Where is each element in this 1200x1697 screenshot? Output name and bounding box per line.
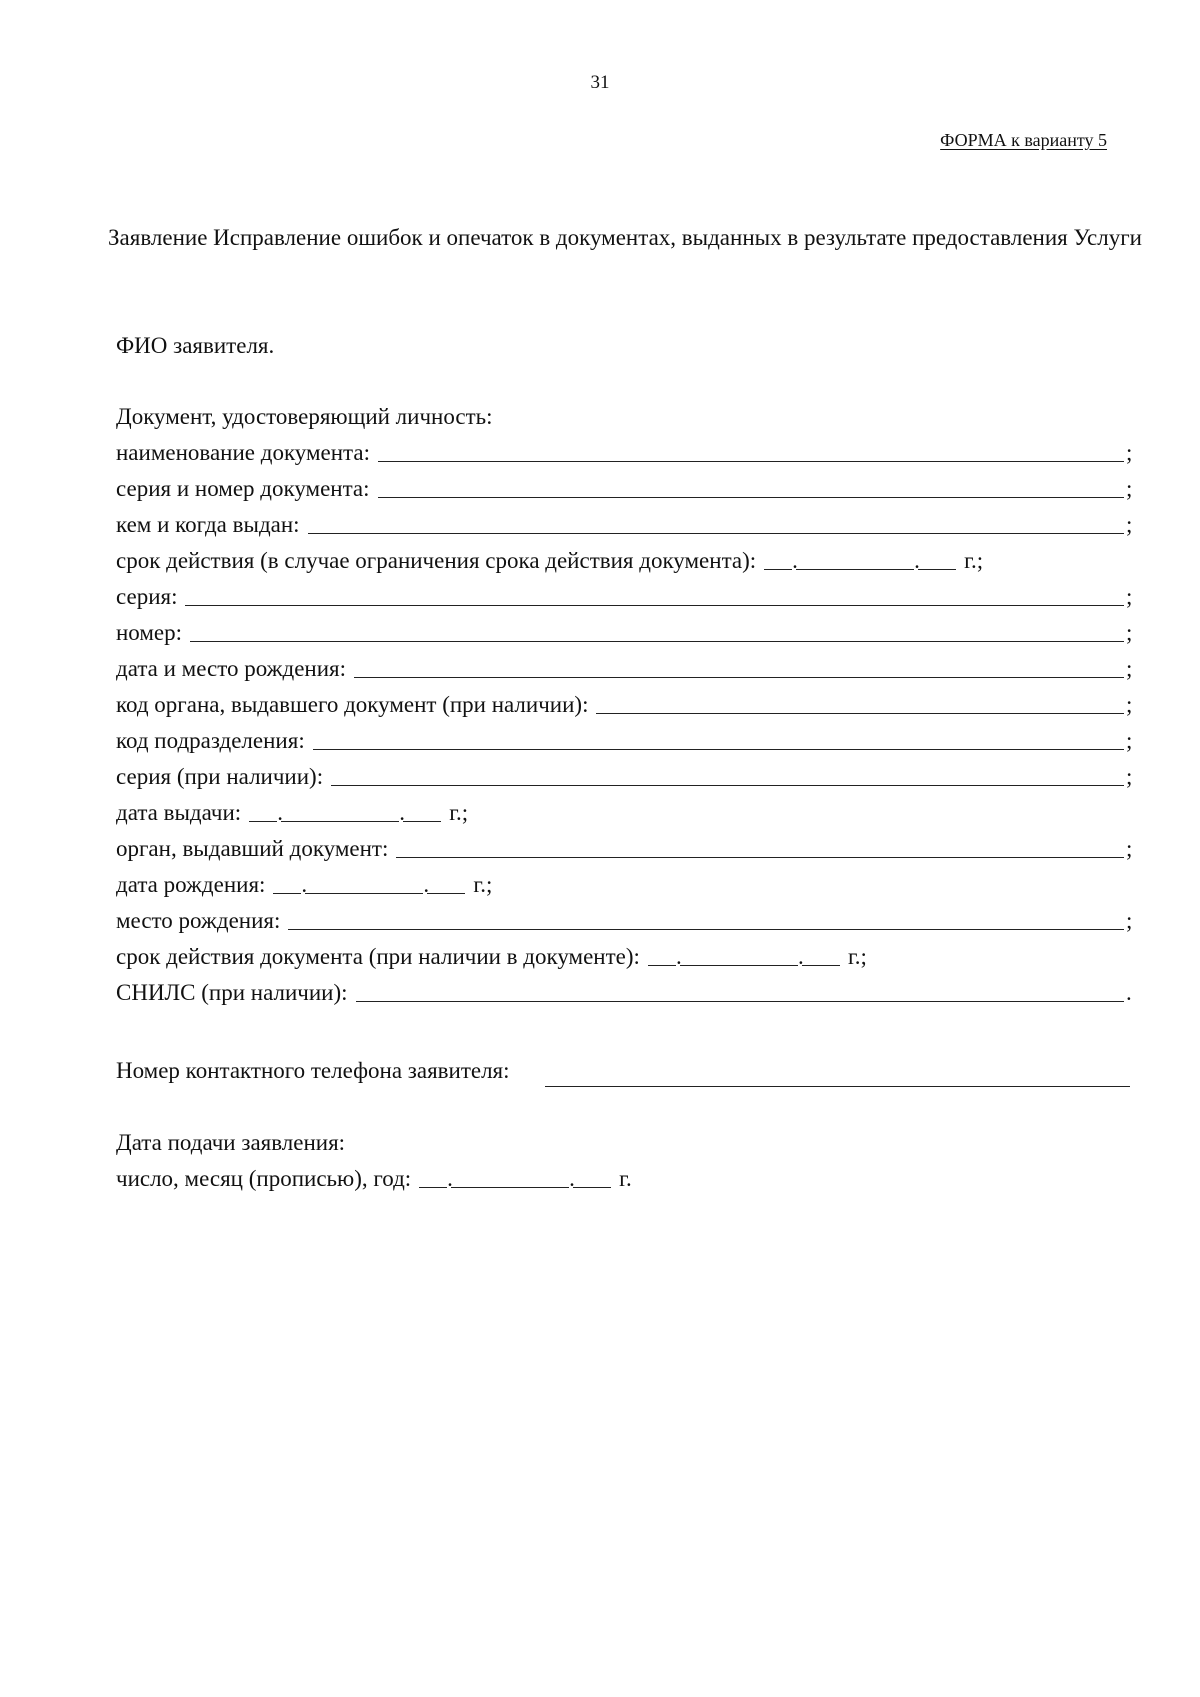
year-suffix: г.; [964, 548, 984, 573]
number-field[interactable] [190, 619, 1124, 642]
issued-by-when-row [116, 510, 1136, 540]
series-optional-row [116, 762, 1136, 792]
doc-name-field[interactable] [378, 439, 1124, 462]
series-row [116, 582, 1136, 612]
doc-name-row [116, 438, 1136, 468]
validity-period-date-field[interactable]: . . г.; [764, 546, 983, 576]
line-end: ; [1126, 764, 1133, 789]
series-optional-label: серия (при наличии): [116, 764, 324, 789]
issuing-authority-row [116, 834, 1136, 864]
line-end: ; [1126, 836, 1133, 861]
birth-place-row [116, 906, 1136, 936]
issued-by-when-label: кем и когда выдан: [116, 512, 300, 537]
validity-period-label: срок действия (в случае ограничения срока действия документа): [116, 548, 757, 573]
doc-series-number-field[interactable] [378, 475, 1124, 498]
line-end: ; [1126, 476, 1133, 501]
line-end: ; [1126, 692, 1133, 717]
year-suffix: г.; [449, 800, 469, 825]
submission-date-label: число, месяц (прописью), год: [116, 1166, 412, 1191]
issue-date-label: дата выдачи: [116, 800, 242, 825]
birth-date-row [116, 870, 1136, 900]
line-end: ; [1126, 908, 1133, 933]
number-label: номер: [116, 620, 183, 645]
birth-date-label: дата рождения: [116, 872, 266, 897]
subdivision-code-row [116, 726, 1136, 756]
birth-date-place-row [116, 654, 1136, 684]
line-end: . [1126, 980, 1132, 1005]
series-label: серия: [116, 584, 178, 609]
issuing-authority-code-field[interactable] [596, 691, 1124, 714]
birth-date-place-label: дата и место рождения: [116, 656, 347, 681]
issue-date-field[interactable]: . . г.; [249, 798, 468, 828]
submission-date-row [116, 1164, 1136, 1194]
doc-validity-label: срок действия документа (при наличии в документе): [116, 944, 640, 969]
birth-date-place-field[interactable] [354, 655, 1124, 678]
issuing-authority-code-label: код органа, выдавшего документ (при наличии): [116, 692, 589, 717]
line-end: ; [1126, 512, 1133, 537]
subdivision-code-label: код подразделения: [116, 728, 305, 753]
line-end: ; [1126, 656, 1133, 681]
id-document-header: Документ, удостоверяющий личность: [116, 404, 493, 429]
birth-date-field[interactable]: . . г.; [273, 870, 492, 900]
phone-row [116, 1056, 1136, 1086]
submission-date-field[interactable]: . . г. [419, 1164, 632, 1194]
birth-place-field[interactable] [288, 907, 1124, 930]
phone-field[interactable] [545, 1086, 1130, 1087]
page-number: 31 [590, 72, 610, 93]
issue-date-row [116, 798, 1136, 828]
snils-row [116, 978, 1136, 1008]
submission-date-header: Дата подачи заявления: [116, 1130, 346, 1155]
applicant-name-label: ФИО заявителя. [116, 333, 275, 358]
issuing-authority-field[interactable] [396, 835, 1124, 858]
issuing-authority-label: орган, выдавший документ: [116, 836, 389, 861]
line-end: ; [1126, 620, 1133, 645]
form-reference: ФОРМА к варианту 5 [940, 130, 1107, 150]
issued-by-when-field[interactable] [308, 511, 1124, 534]
line-end: ; [1126, 584, 1133, 609]
snils-field[interactable] [356, 979, 1124, 1002]
number-row [116, 618, 1136, 648]
doc-series-number-label: серия и номер документа: [116, 476, 370, 501]
line-end: ; [1126, 728, 1133, 753]
year-suffix: г.; [847, 944, 867, 969]
issuing-authority-code-row [116, 690, 1136, 720]
document-title: Заявление Исправление ошибок и опечаток в документах, выданных в результате предоставления Услуги [108, 225, 1142, 250]
snils-label: СНИЛС (при наличии): [116, 980, 348, 1005]
validity-period-row [116, 546, 1136, 576]
birth-place-label: место рождения: [116, 908, 281, 933]
doc-validity-date-field[interactable]: . . г.; [648, 942, 867, 972]
doc-validity-row [116, 942, 1136, 972]
year-suffix: г.; [473, 872, 493, 897]
line-end: ; [1126, 440, 1133, 465]
doc-name-label: наименование документа: [116, 440, 370, 465]
series-field[interactable] [185, 583, 1124, 606]
subdivision-code-field[interactable] [313, 727, 1124, 750]
phone-label: Номер контактного телефона заявителя: [116, 1058, 510, 1083]
doc-series-number-row [116, 474, 1136, 504]
series-optional-field[interactable] [331, 763, 1124, 786]
year-suffix: г. [619, 1166, 632, 1191]
